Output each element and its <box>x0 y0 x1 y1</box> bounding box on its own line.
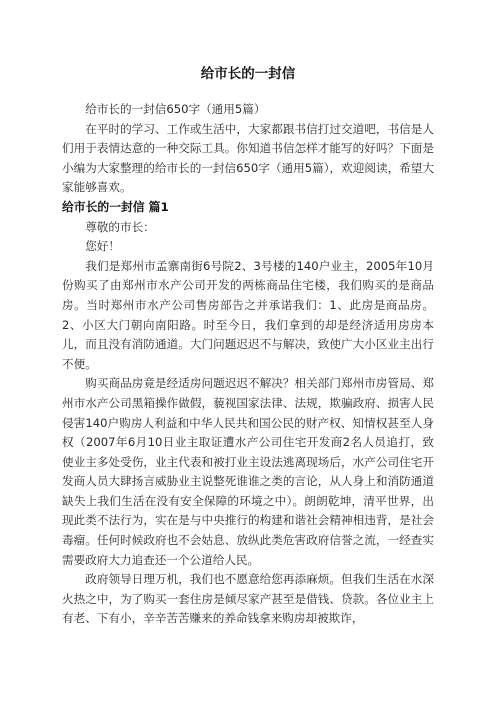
intro-subtitle: 给市长的一封信650字（通用5篇） <box>85 102 266 116</box>
letter-salutation: 尊敬的市长： <box>85 219 155 234</box>
intro-paragraph: 在平时的学习、工作或生活中，大家都跟书信打过交道吧，书信是人们用于表情达意的一种交际工具。你知道书信怎样才能写的好吗？下面是小编为大家整理的给市长的一封信650字（通用5篇），欢迎阅读，希望大家能够喜欢。 <box>62 121 434 195</box>
letter-greeting: 您好！ <box>85 239 120 254</box>
document-page <box>62 0 434 629</box>
body-paragraph-3: 政府领导日理万机，我们也不愿意给您再添麻烦。但我们生活在水深火热之中，为了购买一套住房是倾尽家产甚至是借钱、贷款。各位业主上有老、下有小，辛辛苦苦赚来的养命钱拿来购房却被欺诈， <box>62 572 434 626</box>
document-title: 给市长的一封信 <box>200 66 296 82</box>
title-spacer <box>62 84 434 100</box>
section-heading: 给市长的一封信 篇1 <box>62 199 169 214</box>
body-paragraph-1: 我们是郑州市孟寨南街6号院2、3号楼的140户业主，2005年10月份购买了由郑州市水产公司开发的两栋商品住宅楼，我们购买的是商品房。当时郑州市水产公司售房部告之并承诺我们：1、此房是商品房。2、小区大门朝向南阳路。时至今日，我们拿到的却是经济适用房房本儿，而且没有消防通道。大门问题迟迟不与解决，致使广大小区业主出行不便。 <box>62 258 434 371</box>
body-paragraph-2: 购买商品房竟是经适房问题迟迟不解决？相关部门郑州市房管局、郑州市水产公司黑箱操作做假，藐视国家法律、法规，欺骗政府、损害人民侵害140户购房人利益和中华人民共和国公民的财产权、知情权甚至人身权（2007年6月10日业主取证遭水产公司住宅开发商2名人员追打，致使业主多处受伤，业主代表和被打业主设法逃离现场后，水产公司住宅开发商人员大肆扬言威胁业主说整死谁谁之类的言论，从人身上和消防通道缺失上我们生活在没有安全保障的环境之中）。朗朗乾坤，清平世界，出现此类不法行为，实在是与中央推行的构建和谐社会精神相违背，是社会毒瘤。任何时候政府也不会姑息、放纵此类危害政府信誉之流，一经查实需要政府大力追查还一个公道给人民。 <box>62 376 434 567</box>
